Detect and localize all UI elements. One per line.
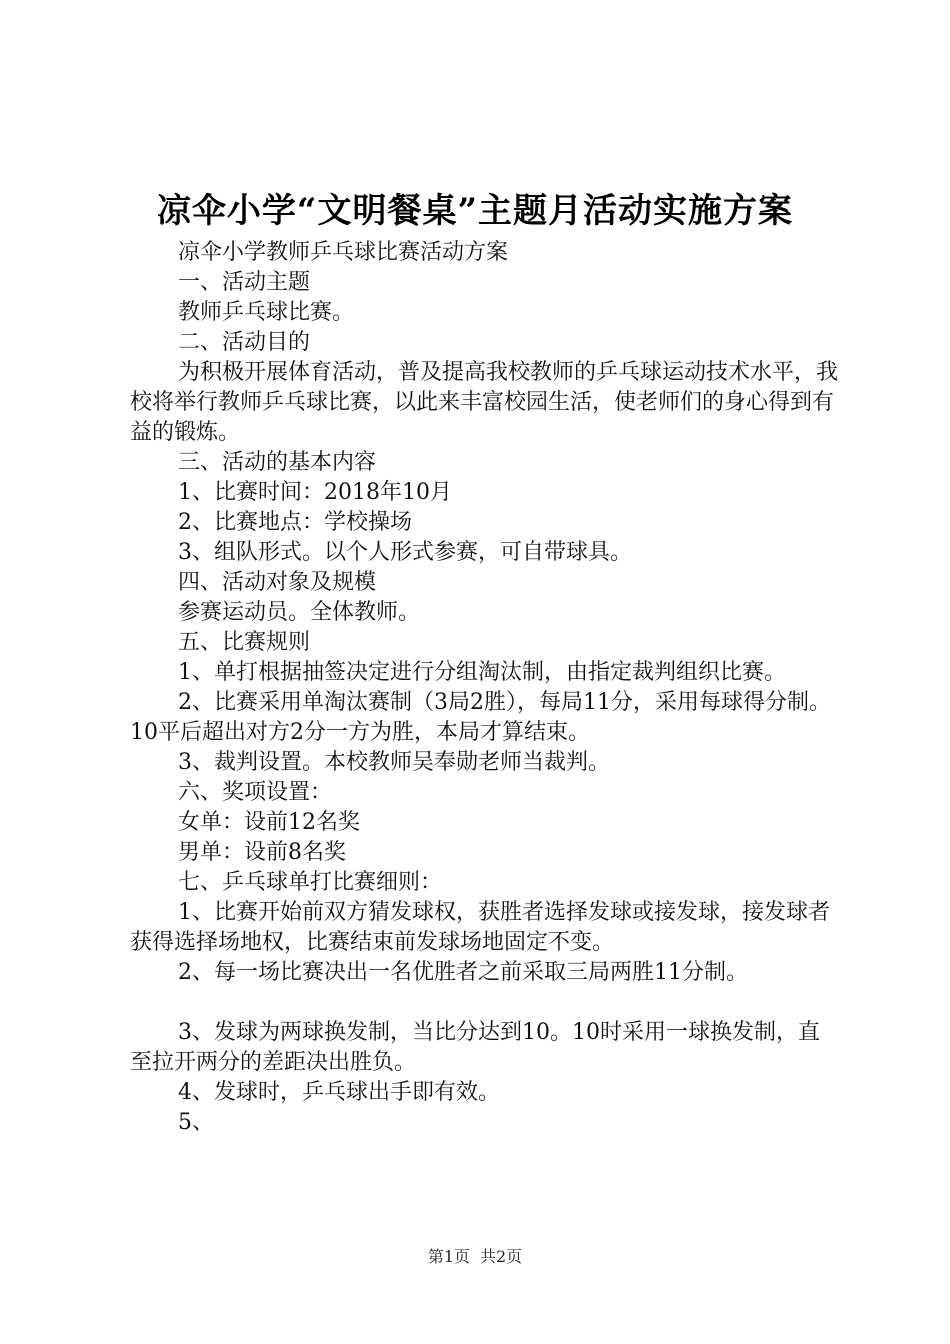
list-item: 3、发球为两球换发制，当比分达到10。10时采用一球换发制，直至拉开两分的差距决出胜负。 bbox=[130, 1020, 820, 1075]
list-item: 4、发球时，乒乓球出手即有效。 bbox=[178, 1080, 500, 1105]
subtitle-line: 凉伞小学教师乒乓球比赛活动方案 bbox=[178, 240, 509, 265]
paragraph: 参赛运动员。全体教师。 bbox=[178, 600, 421, 625]
list-item: 5、 bbox=[178, 1110, 214, 1135]
document-title: 凉伞小学“文明餐桌”主题月活动实施方案 bbox=[156, 191, 794, 231]
list-item: 2、比赛采用单淘汰赛制（3局2胜），每局11分，采用每球得分制。10平后超出对方2分一方为胜，本局才算结束。 bbox=[130, 690, 831, 745]
list-item: 2、比赛地点：学校操场 bbox=[178, 510, 412, 535]
section-heading-1: 一、活动主题 bbox=[178, 270, 311, 295]
list-item: 3、裁判设置。本校教师吴奉勋老师当裁判。 bbox=[178, 750, 610, 775]
list-item: 3、组队形式。以个人形式参赛，可自带球具。 bbox=[178, 540, 632, 565]
section-heading-2: 二、活动目的 bbox=[178, 330, 311, 355]
page-number: 第1页 bbox=[427, 1247, 470, 1266]
section-heading-7: 七、乒乓球单打比赛细则： bbox=[178, 870, 443, 895]
section-heading-4: 四、活动对象及规模 bbox=[178, 570, 377, 595]
page-total: 共2页 bbox=[480, 1247, 523, 1266]
list-item: 1、单打根据抽签决定进行分组淘汰制，由指定裁判组织比赛。 bbox=[178, 660, 786, 685]
paragraph: 教师乒乓球比赛。 bbox=[178, 300, 355, 325]
document-body bbox=[130, 238, 840, 1138]
list-item: 1、比赛时间：2018年10月 bbox=[178, 480, 452, 505]
blank-line bbox=[130, 988, 840, 1018]
list-item: 2、每一场比赛决出一名优胜者之前采取三局两胜11分制。 bbox=[178, 960, 748, 985]
paragraph: 为积极开展体育活动，普及提高我校教师的乒乓球运动技术水平，我校将举行教师乒乓球比赛，以此来丰富校园生活，使老师们的身心得到有益的锻炼。 bbox=[130, 360, 839, 445]
award-line: 男单：设前8名奖 bbox=[178, 840, 346, 865]
section-heading-5: 五、比赛规则 bbox=[178, 630, 311, 655]
section-heading-6: 六、奖项设置： bbox=[178, 780, 333, 805]
section-heading-3: 三、活动的基本内容 bbox=[178, 450, 377, 475]
award-line: 女单：设前12名奖 bbox=[178, 810, 360, 835]
page-footer bbox=[0, 1244, 950, 1267]
list-item: 1、比赛开始前双方猜发球权，获胜者选择发球或接发球，接发球者获得选择场地权，比赛结束前发球场地固定不变。 bbox=[130, 900, 830, 955]
